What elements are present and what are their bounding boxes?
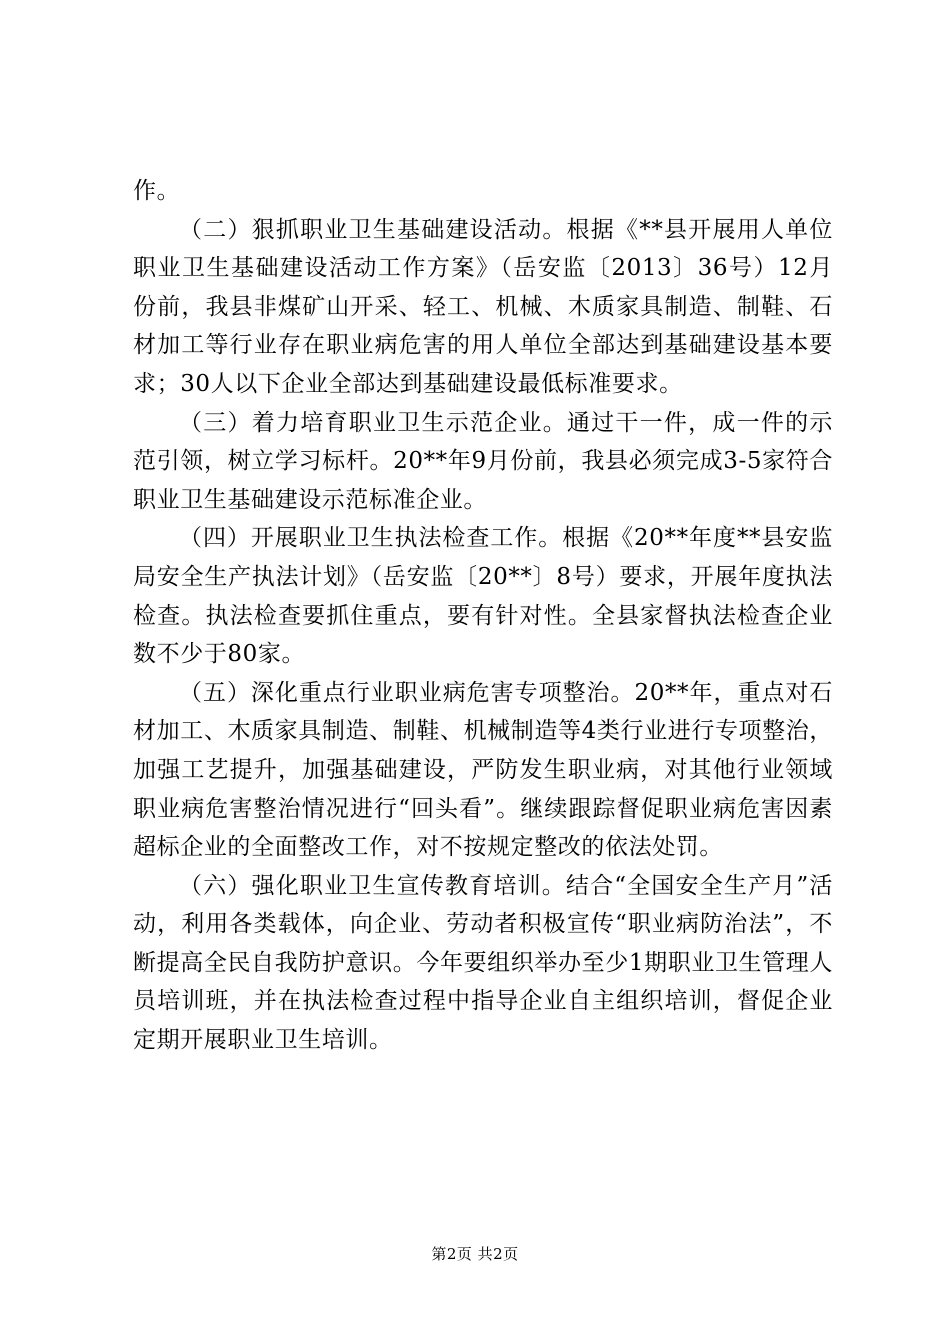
paragraph-section-3: （三）着力培育职业卫生示范企业。通过干一件，成一件的示范引领，树立学习标杆。20**年9月份前，我县必须完成3-5家符合职业卫生基础建设示范标准企业。 bbox=[133, 409, 833, 513]
paragraph-continuation: 作。 bbox=[133, 178, 181, 204]
paragraph-section-6: （六）强化职业卫生宣传教育培训。结合“全国安全生产月”活动，利用各类载体，向企业、劳动者积极宣传“职业病防治法”，不断提高全民自我防护意识。今年要组织举办至少1期职业卫生管理人员培训班，并在执法检查过程中指导企业自主组织培训，督促企业定期开展职业卫生培训。 bbox=[133, 872, 833, 1054]
paragraph-section-4: （四）开展职业卫生执法检查工作。根据《20**年度**县安监局安全生产执法计划》（岳安监〔20**〕8号）要求，开展年度执法检查。执法检查要抓住重点，要有针对性。全县家督执法检查企业数不少于80家。 bbox=[133, 525, 833, 668]
paragraph-section-2: （二）狠抓职业卫生基础建设活动。根据《**县开展用人单位职业卫生基础建设活动工作方案》（岳安监〔2013〕36号）12月份前，我县非煤矿山开采、轻工、机械、木质家具制造、制鞋、石材加工等行业存在职业病危害的用人单位全部达到基础建设基本要求；30人以下企业全部达到基础建设最低标准要求。 bbox=[133, 216, 833, 397]
document-body bbox=[133, 172, 833, 1060]
page-footer: 第2页 共2页 bbox=[431, 1245, 519, 1263]
paragraph-section-5: （五）深化重点行业职业病危害专项整治。20**年，重点对石材加工、木质家具制造、制鞋、机械制造等4类行业进行专项整治，加强工艺提升，加强基础建设，严防发生职业病，对其他行业领域职业病危害整治情况进行“回头看”。继续跟踪督促职业病危害因素超标企业的全面整改工作，对不按规定整改的依法处罚。 bbox=[133, 679, 833, 861]
